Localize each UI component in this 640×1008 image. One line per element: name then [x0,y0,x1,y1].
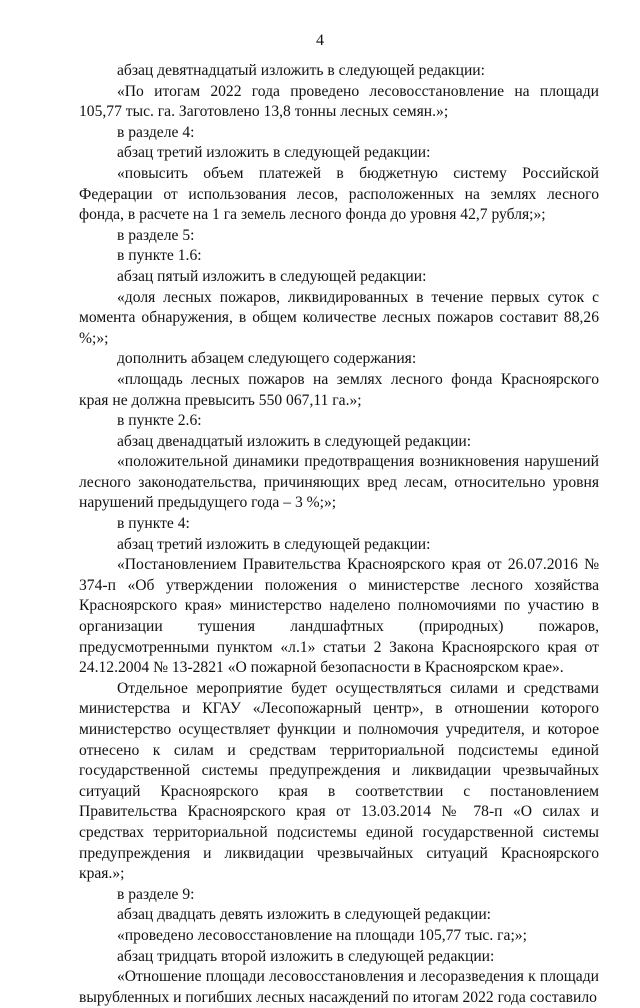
paragraph-21: абзац тридцать второй изложить в следующей редакции: [117,947,495,965]
document-body [79,61,599,1008]
paragraph-14: в пункте 4: [117,515,190,533]
paragraph-10: «площадь лесных пожаров на землях лесного фонда Красноярского края не должна превысить 550 067,11 га.»; [79,370,599,409]
paragraph-19: абзац двадцать девять изложить в следующей редакции: [117,906,492,924]
paragraph-5: в разделе 5: [117,226,195,244]
paragraph-13: «положительной динамики предотвращения возникновения нарушений лесного законодательства, причиняющих вред лесам, относительно уровня нарушений предыдущего года – 3 %;»; [79,453,599,512]
paragraph-2: в разделе 4: [117,123,195,141]
paragraph-9: дополнить абзацем следующего содержания: [117,350,417,368]
paragraph-11: в пункте 2.6: [117,412,202,430]
paragraph-1: «По итогам 2022 года проведено лесовосстановление на площади 105,77 тыс. га. Заготовлено 13,8 тонны лесных семян.»; [79,82,599,121]
paragraph-18: в разделе 9: [117,885,195,903]
paragraph-3: абзац третий изложить в следующей редакции: [117,144,431,162]
paragraph-16: «Постановлением Правительства Красноярского края от 26.07.2016 № 374-п «Об утверждении положения о министерстве лесного хозяйства Красноярского края» министерство наделено полномочиями по участию в организации тушения ландшафтных (природных) пожаров, предусмотренными пунктом «л.1» статьи 2 Закона Красноярского края от 24.12.2004 № 13-2821 «О пожарной безопасности в Красноярском крае». [79,556,599,677]
paragraph-17: Отдельное мероприятие будет осуществляться силами и средствами министерства и КГАУ «Лесопожарный центр», в отношении которого министерство осуществляет функции и полномочия учредителя, и которое отнесено к силам и средствам территориальной подсистемы единой государственной системы предупреждения и ликвидации чрезвычайных ситуаций Красноярского края в соответствии с постановлением Правительства Красноярского края от 13.03.2014 № 78-п «О силах и средствах территориальной подсистемы единой государственной системы предупреждения и ликвидации чрезвычайных ситуаций Красноярского края.»; [79,679,599,883]
page-number: 4 [316,32,324,49]
paragraph-7: абзац пятый изложить в следующей редакции: [117,267,427,285]
paragraph-20: «проведено лесовосстановление на площади 105,77 тыс. га;»; [117,926,527,944]
paragraph-6: в пункте 1.6: [117,247,202,265]
paragraph-15: абзац третий изложить в следующей редакции: [117,535,431,553]
paragraph-4: «повысить объем платежей в бюджетную систему Российской Федерации от использования лесов, расположенных на землях лесного фонда, в расчете на 1 га земель лесного фонда до уровня 42,7 рубля;»; [79,164,599,224]
paragraph-8: «доля лесных пожаров, ликвидированных в течение первых суток с момента обнаружения, в общем количестве лесных пожаров составит 88,26 %;»; [79,288,599,347]
paragraph-0: абзац девятнадцатый изложить в следующей редакции: [117,62,485,79]
paragraph-22: «Отношение площади лесовосстановления и лесоразведения к площади вырубленных и погибших лесных насаждений по итогам 2022 года составило [79,968,599,1006]
paragraph-12: абзац двенадцатый изложить в следующей редакции: [117,432,472,450]
